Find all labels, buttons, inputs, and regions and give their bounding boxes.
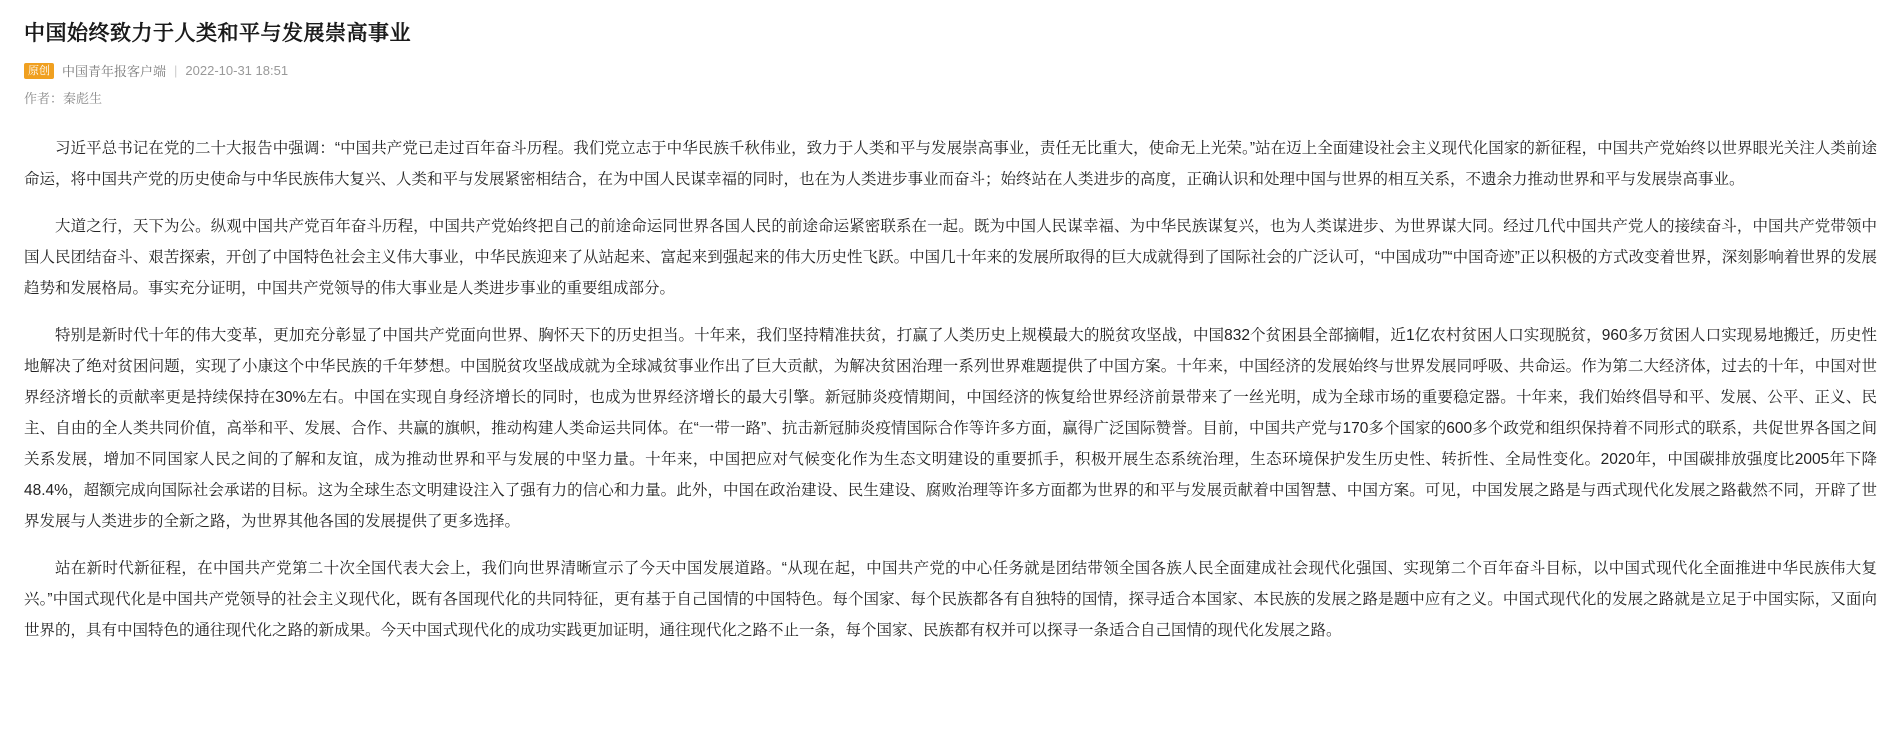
article-author: 作者：秦彪生: [24, 91, 103, 107]
article-paragraph: 习近平总书记在党的二十大报告中强调：“中国共产党已走过百年奋斗历程。我们党立志于中华民族千秋伟业，致力于人类和平与发展崇高事业，责任无比重大，使命无上光荣。”站在迈上全面建设社会主义现代化国家的新征程，中国共产党始终以世界眼光关注人类前途命运，将中国共产党的历史使命与中华民族伟大复兴、人类和平与发展紧密相结合，在为中国人民谋幸福的同时，也在为人类进步事业而奋斗；始终站在人类进步的高度，正确认识和处理中国与世界的相互关系，不遗余力推动世界和平与发展崇高事业。: [24, 140, 1877, 189]
article-body: [24, 133, 1877, 646]
status-badge: 原创: [24, 63, 54, 79]
article-timestamp: 2022-10-31 18:51: [185, 63, 289, 79]
article-paragraph: 大道之行，天下为公。纵观中国共产党百年奋斗历程，中国共产党始终把自己的前途命运同世界各国人民的前途命运紧密联系在一起。既为中国人民谋幸福、为中华民族谋复兴，也为人类谋进步、为世界谋大同。经过几代中国共产党人的接续奋斗，中国共产党带领中国人民团结奋斗、艰苦探索，开创了中国特色社会主义伟大事业，中华民族迎来了从站起来、富起来到强起来的伟大历史性飞跃。中国几十年来的发展所取得的巨大成就得到了国际社会的广泛认可，“中国成功”“中国奇迹”正以积极的方式改变着世界，深刻影响着世界的发展趋势和发展格局。事实充分证明，中国共产党领导的伟大事业是人类进步事业的重要组成部分。: [24, 218, 1877, 298]
article-paragraph: 特别是新时代十年的伟大变革，更加充分彰显了中国共产党面向世界、胸怀天下的历史担当。十年来，我们坚持精准扶贫，打赢了人类历史上规模最大的脱贫攻坚战，中国832个贫困县全部摘帽，近1亿农村贫困人口实现脱贫，960多万贫困人口实现易地搬迁，历史性地解决了绝对贫困问题，实现了小康这个中华民族的千年梦想。中国脱贫攻坚战成就为全球减贫事业作出了巨大贡献，为解决贫困治理一系列世界难题提供了中国方案。十年来，中国经济的发展始终与世界发展同呼吸、共命运。作为第二大经济体，过去的十年，中国对世界经济增长的贡献率更是持续保持在30%左右。中国在实现自身经济增长的同时，也成为世界经济增长的最大引擎。新冠肺炎疫情期间，中国经济的恢复给世界经济前景带来了一丝光明，成为全球市场的重要稳定器。十年来，我们始终倡导和平、发展、公平、正义、民主、自由的全人类共同价值，高举和平、发展、合作、共赢的旗帜，推动构建人类命运共同体。在“一带一路”、抗击新冠肺炎疫情国际合作等许多方面，赢得广泛国际赞誉。目前，中国共产党与170多个国家的600多个政党和组织保持着不同形式的联系，共促世界各国之间关系发展，增加不同国家人民之间的了解和友谊，成为推动世界和平与发展的中坚力量。十年来，中国把应对气候变化作为生态文明建设的重要抓手，积极开展生态系统治理，生态环境保护发生历史性、转折性、全局性变化。2020年，中国碳排放强度比2005年下降48.4%，超额完成向国际社会承诺的目标。这为全球生态文明建设注入了强有力的信心和力量。此外，中国在政治建设、民生建设、腐败治理等许多方面都为世界的和平与发展贡献着中国智慧、中国方案。可见，中国发展之路是与西式现代化发展之路截然不同，开辟了世界发展与人类进步的全新之路，为世界其他各国的发展提供了更多选择。: [24, 327, 1877, 531]
page-title: 中国始终致力于人类和平与发展崇高事业: [24, 22, 411, 45]
article-paragraph: 站在新时代新征程，在中国共产党第二十次全国代表大会上，我们向世界清晰宣示了今天中国发展道路。“从现在起，中国共产党的中心任务就是团结带领全国各族人民全面建成社会现代化强国、实现第二个百年奋斗目标，以中国式现代化全面推进中华民族伟大复兴。”中国式现代化是中国共产党领导的社会主义现代化，既有各国现代化的共同特征，更有基于自己国情的中国特色。每个国家、每个民族都各有自独特的国情，探寻适合本国家、本民族的发展之路是题中应有之义。中国式现代化的发展之路就是立足于中国实际，又面向世界的，具有中国特色的通往现代化之路的新成果。今天中国式现代化的成功实践更加证明，通往现代化之路不止一条，每个国家、民族都有权并可以探寻一条适合自己国情的现代化发展之路。: [24, 560, 1877, 640]
article-meta: [24, 61, 1877, 80]
article-source[interactable]: 中国青年报客户端: [62, 64, 167, 80]
meta-separator: |: [174, 63, 178, 79]
